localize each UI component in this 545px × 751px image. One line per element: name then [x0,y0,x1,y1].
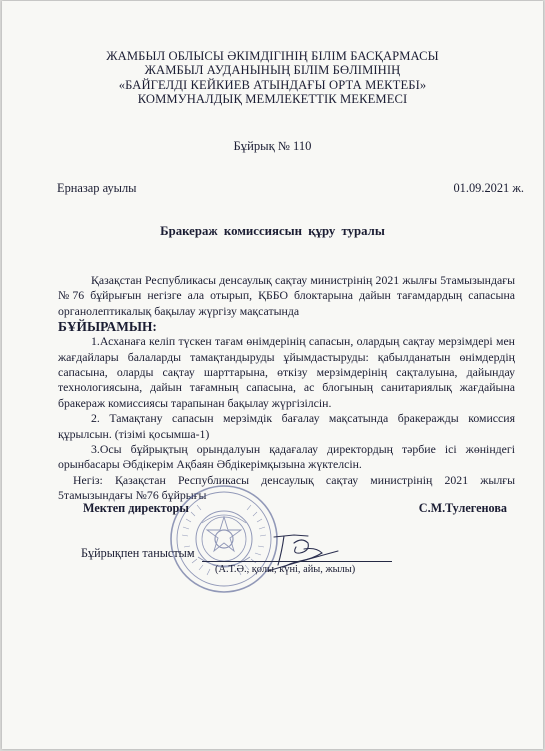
acquainted-hint: (А.Т.Ә., қолы, күні, айы, жылы) [215,564,356,575]
order-item-3: 3.Осы бұйрықтың орындалуын қадағалау директордың тәрбие ісі жөніндегі орынбасары Әбдікерім Ақбаян Әбдікерімқызына жүктелсін. [58,442,515,472]
director-name: С.М.Тулегенова [418,501,507,515]
intro-paragraph: Қазақстан Республикасы денсаулық сақтау министрінің 2021 жылғы 5тамызындағы №76 бұйрығын негізге ала отырып, ҚББО блоктарына дайын тағамдардың сапасына органолептикалық бақылау жүргізу мақсатында [58,273,515,318]
acquainted-signature-line [202,561,392,562]
order-number: Бұйрық № 110 [233,139,312,153]
header-line-1: ЖАМБЫЛ ОБЛЫСЫ ӘКІМДІГІНІҢ БІЛІМ БАСҚАРМАСЫ [106,49,439,63]
document-page [2,1,543,749]
order-item-2: 2. Тамақтану сапасын мерзімдік бағалау мақсатында бракеражды комиссия құрылсын. (тізімі қосымша-1) [58,411,515,441]
order-title: Бракераж комиссиясын құру туралы [160,224,385,238]
acquainted-label: Бұйрықпен таныстым [81,546,195,560]
header-line-4: КОММУНАЛДЫҚ МЕМЛЕКЕТТІК МЕКЕМЕСІ [137,92,408,107]
order-date: 01.09.2021 ж. [453,181,524,195]
basis-paragraph: Негіз: Қазақстан Республикасы денсаулық сақтау министрінің 2021 жылғы 5тамызындағы №76 бұйрығы [58,472,515,503]
order-place: Ерназар ауылы [57,181,137,195]
header-line-2: ЖАМБЫЛ АУДАНЫНЫҢ БІЛІМ БӨЛІМІНІҢ [144,63,401,78]
decree-heading: БҰЙЫРАМЫН: [58,319,157,335]
order-body [58,273,515,504]
director-label: Мектеп директоры [83,501,189,515]
order-item-1: 1.Асханаға келіп түскен тағам өнімдерінің сапасын, олардың сақтау мерзімдері мен жағдайлары балаларды тамақтандыруды ұйымдастыруды: қабылданатын өнімдердің сапасына, оларды сақтау шарттарына, өткізу мерзімдерінің сақталуына, дайындау технологиясына, дайын тағамның сапасына, ас блогының санитариялық жағдайына бракераж комиссиясы тарапынан бақылау жүргізілсін. [58,334,515,410]
document-header [2,49,543,107]
header-line-3: «БАЙГЕЛДІ КЕЙКИЕВ АТЫНДАҒЫ ОРТА МЕКТЕБІ» [118,77,427,92]
